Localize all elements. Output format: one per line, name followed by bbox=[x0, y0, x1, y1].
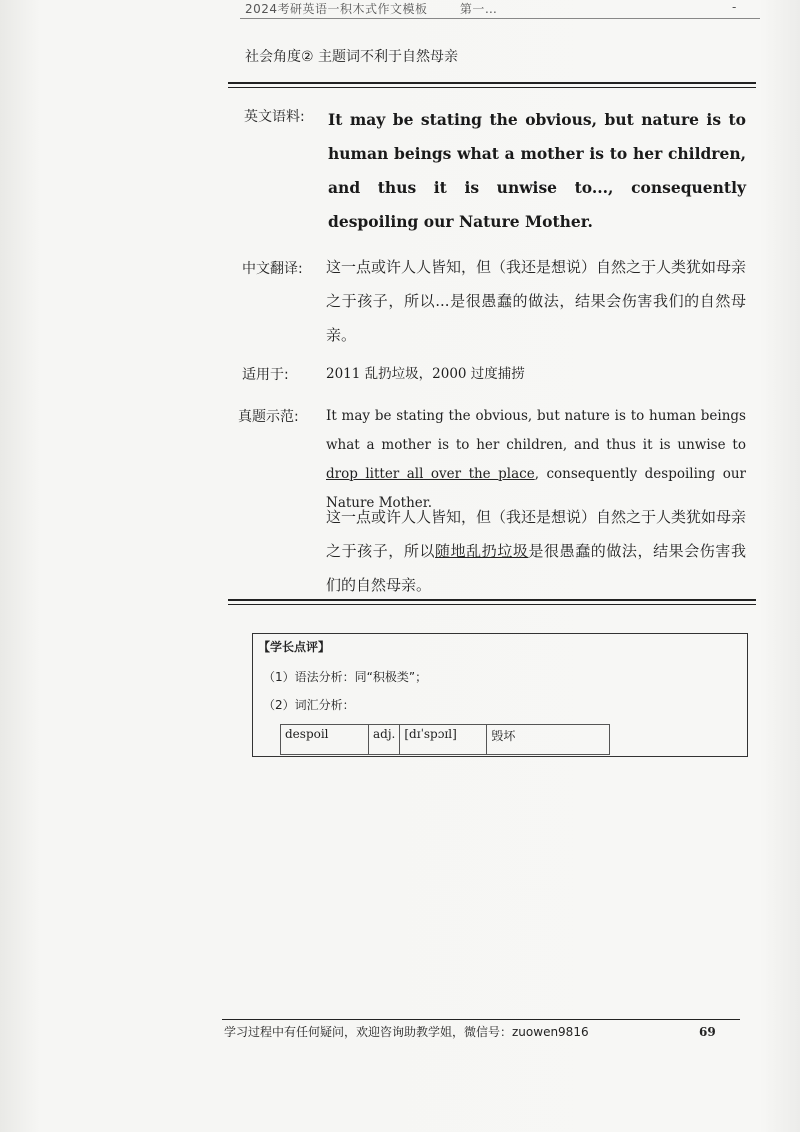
running-title: 2024考研英语一积木式作文模板 bbox=[245, 2, 428, 16]
example-label: 真题示范: bbox=[238, 409, 299, 425]
vocab-table bbox=[280, 724, 610, 755]
corner-mark: - bbox=[732, 0, 737, 14]
vocab-meaning: 毁坏 bbox=[487, 725, 610, 755]
review-vocab-heading: （2）词汇分析： bbox=[263, 698, 355, 712]
en-corpus-text: It may be stating the obvious, but nature is to human beings what a mother is to her children, and thus it is unwise to..., consequently despoiling our Nature Mother. bbox=[328, 110, 746, 231]
page-number: 69 bbox=[699, 1025, 716, 1039]
vocab-word: despoil bbox=[281, 725, 369, 755]
example-zh-part2: 是很愚蠢的做法，结果会伤害我们的自然母亲。 bbox=[326, 542, 746, 594]
bottom-double-rule bbox=[228, 599, 756, 605]
applicable-label: 适用于: bbox=[242, 367, 289, 383]
vocab-pos: adj. bbox=[369, 725, 400, 755]
example-zh-text bbox=[326, 500, 746, 602]
header-rule bbox=[240, 18, 760, 19]
example-en-part1: It may be stating the obvious, but nature is to human beings what a mother is to her children, and thus it is unwise to bbox=[326, 408, 746, 453]
zh-translation-text: 这一点或许人人皆知，但（我还是想说）自然之于人类犹如母亲之于孩子，所以...是很愚蠢的做法，结果会伤害我们的自然母亲。 bbox=[326, 258, 747, 344]
running-title-tail: 第一… bbox=[459, 2, 498, 16]
top-double-rule bbox=[228, 82, 756, 88]
example-en-underlined: drop litter all over the place bbox=[326, 466, 535, 482]
review-grammar: （1）语法分析：同“积极类”； bbox=[263, 670, 428, 684]
zh-translation-label: 中文翻译: bbox=[242, 261, 303, 277]
example-zh-underlined: 随地乱扔垃圾 bbox=[435, 542, 529, 560]
example-zh-part1: 这一点或许人人皆知，但（我还是想说）自然之于人类犹如母亲之于孩子，所以 bbox=[326, 508, 747, 560]
running-header bbox=[245, 0, 497, 17]
applicable-text: 2011 乱扔垃圾，2000 过度捕捞 bbox=[326, 366, 525, 382]
footer-text: 学习过程中有任何疑问，欢迎咨询助教学姐，微信号：zuowen9816 bbox=[224, 1025, 589, 1039]
review-title: 【学长点评】 bbox=[258, 640, 331, 654]
section-title: 社会角度② 主题词不利于自然母亲 bbox=[245, 49, 459, 65]
example-en-part2: , consequently despoiling our Nature Mother. bbox=[326, 466, 747, 511]
footer-rule bbox=[222, 1019, 740, 1020]
en-corpus-label: 英文语料: bbox=[244, 109, 305, 125]
vocab-phonetic: [dɪˈspɔɪl] bbox=[400, 725, 487, 755]
table-row bbox=[281, 725, 610, 755]
